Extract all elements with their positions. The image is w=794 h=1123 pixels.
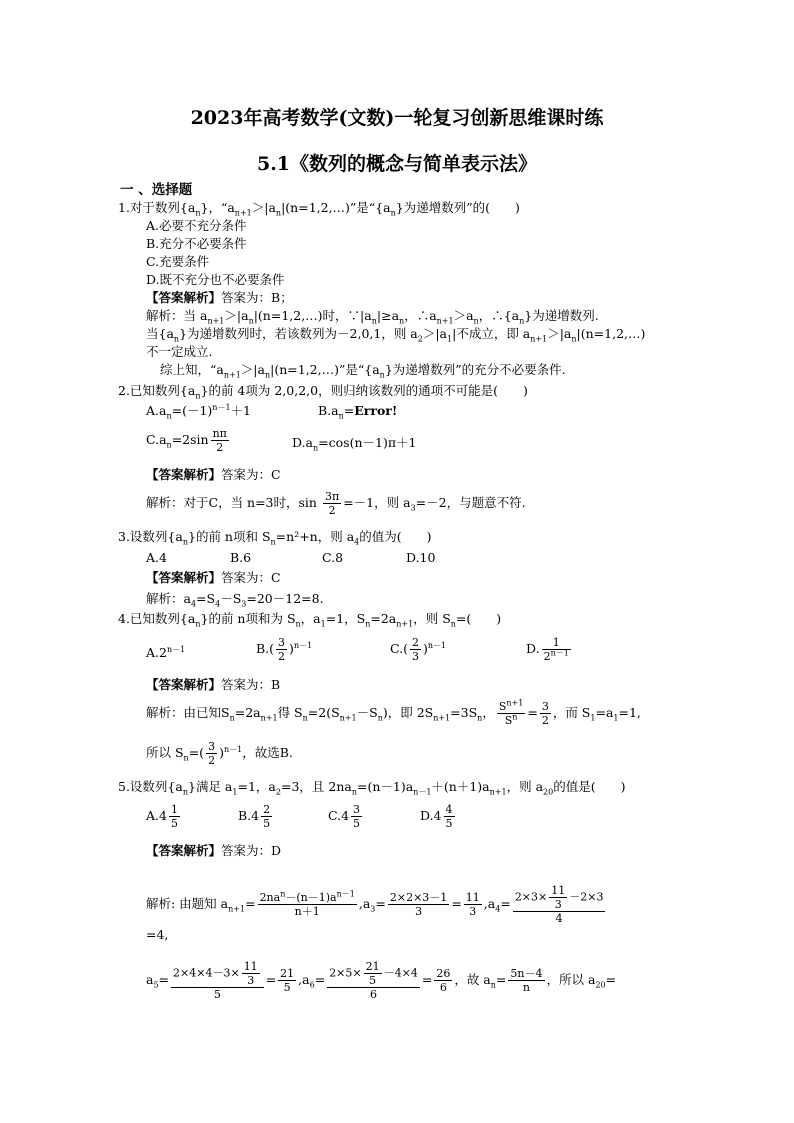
- q2-explanation: 解析：对于C，当 n=3时，sin $\frac{3\pi}{2}$ =－1，则 $a_3=-2$，与题意不符.: [146, 490, 526, 517]
- q5-answer: 【答案解析】答案为：D: [146, 843, 282, 858]
- fraction: $\frac{1}{5}$: [170, 803, 178, 830]
- q2-stem: 2.已知数列$\{a_n\}$的前 4项为 2,0,2,0，则归纳该数列的通项不可能是( ): [118, 383, 528, 401]
- q1-stem: 1.对于数列$\{a_n\}$，“$a_{n+1}>|a_n|(n=1,2,\dots)$”是“$\{a_n\}$为递增数列”的( ): [118, 200, 520, 218]
- fraction: 2×5× $\frac{21}{5}$ －4×4 6: [329, 960, 418, 1001]
- fraction: $\frac{21}{5}$: [280, 967, 295, 994]
- q1-explanation-1: 解析：当 $a_{n+1}>|a_n|(n=1,2,\dots)$时，$\because|a_n|\ge a_n$，$\therefore a_{n+1}>a_n$，$\therefore\{a_n\}$为递增数列.: [146, 308, 599, 326]
- q4-option-c: C.( $\frac{2}{3}$ )$^{n-1}$: [390, 636, 447, 663]
- fraction: $\frac{3}{2}$: [208, 740, 216, 767]
- q3-option-a: A.4: [146, 550, 167, 565]
- q4-option-a: $A.2^{n-1}$: [146, 644, 186, 660]
- q3-answer: 【答案解析】答案为：C: [146, 570, 281, 585]
- q2-option-d: $D.a_n=\cos(n-1)\pi+1$: [292, 435, 417, 453]
- document-title: 2023年高考数学(文数)一轮复习创新思维课时练: [190, 107, 604, 129]
- q5-option-b: B.4 $\frac{2}{5}$: [238, 803, 271, 830]
- q1-option-d: D.既不充分也不必要条件: [146, 272, 285, 287]
- q4-explanation-1: 解析：由已知$S_n=2a_{n+1}$得 $S_n=2(S_{n+1}-S_n)$，即 $2S_{n+1}=3S_n$， $\frac{S^{n+1}}{S^n}$ = $\frac{3}{2}$ ，而 $S_1=a_1=1$,: [146, 698, 641, 727]
- q4-option-b: B.( $\frac{3}{2}$ )$^{n-1}$: [256, 636, 313, 663]
- fraction: $\frac{11}{3}$: [465, 891, 480, 918]
- q2-option-a: $A.a_n=(-1)^{n-1}+1$: [146, 402, 251, 421]
- q5-explanation-2: =4,: [146, 927, 169, 942]
- q3-stem: 3.设数列$\{a_n\}$的前 n项和 $S_n=n^2+n$，则 $a_4$的值为( ): [118, 529, 432, 547]
- q1-explanation-4: 综上知，“$a_{n+1}>|a_n|(n=1,2,\dots)$”是“$\{a_n\}$为递增数列”的充分不必要条件.: [160, 362, 566, 380]
- fraction: $\frac{3}{2}$: [278, 636, 286, 663]
- fraction: $\frac{3}{5}$: [353, 803, 361, 830]
- fraction: $\frac{2}{5}$: [263, 803, 271, 830]
- q4-option-d: D. $\frac{1}{2^{n-1}}$: [526, 636, 569, 663]
- q2-answer: 【答案解析】答案为：C: [146, 467, 281, 482]
- q3-option-d: D.10: [406, 550, 436, 565]
- fraction: $\frac{26}{6}$: [436, 967, 451, 994]
- fraction: $\frac{S^{n+1}}{S^n}$: [498, 698, 524, 727]
- q5-option-a: A.4 $\frac{1}{5}$: [146, 803, 178, 830]
- fraction: $\frac{n\pi}{2}$: [212, 427, 227, 454]
- q1-option-b: B.充分不必要条件: [146, 236, 247, 251]
- fraction: 2×4×4－3× $\frac{11}{3}$ 5: [171, 960, 264, 1001]
- fraction: $\frac{4}{5}$: [445, 803, 453, 830]
- fraction: $\frac{21}{5}$: [365, 960, 380, 987]
- section-heading: 一 、选择题: [120, 182, 193, 198]
- q5-option-d: D.4 $\frac{4}{5}$: [420, 803, 453, 830]
- q4-explanation-2: 所以 $S_n=$( $\frac{3}{2}$ )$^{n-1}$，故选B.: [146, 740, 293, 767]
- q1-answer: 【答案解析】答案为：B；: [146, 290, 293, 305]
- q5-explanation-1: 解析: 由题知 $a_{n+1}=$ $\frac{2na^n-(n-1)a^{n-1}}{n+1}$ $,a_3=$ $\frac{2\times 2\times 3-1}{3}$ = $\frac{11}{3}$ $,a_4=$ 2×3× $\frac{11}{3}$ －2×3 4: [146, 884, 604, 925]
- q5-option-c: C.4 $\frac{3}{5}$: [328, 803, 361, 830]
- fraction: $\frac{3\pi}{2}$: [324, 490, 340, 517]
- q5-stem: 5.设数列$\{a_n\}$满足 $a_1=1$，$a_2=3$，且 $2na_n=(n-1)a_{n-1}+(n+1)a_{n+1}$，则 $a_{20}$的值是( ): [118, 779, 626, 797]
- fraction: $\frac{11}{3}$: [243, 960, 258, 987]
- q1-option-c: C.充要条件: [146, 254, 210, 269]
- q3-option-b: B.6: [230, 550, 252, 565]
- q2-option-c: $C.a_n=2\sin$ $\frac{n\pi}{2}$: [146, 427, 227, 454]
- q1-explanation-2: 当$\{a_n\}$为递增数列时，若该数列为－2,0,1，则 $a_2>|a_1|$不成立，即 $a_{n+1}>|a_n|(n=1,2,\dots)$: [146, 326, 646, 344]
- q4-stem: 4.已知数列$\{a_n\}$的前 n项和为 $S_n$，$a_1=1$，$S_n=2a_{n+1}$，则 $S_n=$( ): [118, 611, 502, 629]
- q5-explanation-3: $a_5=$ 2×4×4－3× $\frac{11}{3}$ 5 = $\frac{21}{5}$ $,a_6=$ 2×5× $\frac{21}{5}$ －4×4 6 = $\frac{26}{6}$ ，故 $a_n=$ $\frac{5n-4}{n}$ ，所以 $a_{20}=$: [146, 960, 617, 1001]
- document-subtitle: 5.1《数列的概念与简单表示法》: [256, 153, 538, 175]
- fraction: $\frac{2\times 2\times 3-1}{3}$: [389, 891, 448, 918]
- fraction: $\frac{3}{2}$: [541, 700, 549, 727]
- fraction: $\frac{1}{2^{n-1}}$: [543, 636, 569, 663]
- q4-answer: 【答案解析】答案为：B: [146, 677, 281, 692]
- q1-explanation-3: 不一定成立.: [146, 344, 213, 359]
- q1-option-a: A.必要不充分条件: [146, 218, 247, 233]
- q3-option-c: C.8: [322, 550, 344, 565]
- fraction: 2×3× $\frac{11}{3}$ －2×3 4: [514, 884, 604, 925]
- q3-explanation: 解析：$a_4=S_4-S_3=20-12=8$.: [146, 591, 324, 609]
- fraction: $\frac{2na^n-(n-1)a^{n-1}}{n+1}$: [259, 889, 355, 918]
- fraction: $\frac{2}{3}$: [411, 636, 419, 663]
- fraction: $\frac{5n-4}{n}$: [510, 967, 543, 994]
- q2-option-b: $B.a_n=Error$!: [318, 403, 398, 421]
- fraction: $\frac{11}{3}$: [551, 884, 566, 911]
